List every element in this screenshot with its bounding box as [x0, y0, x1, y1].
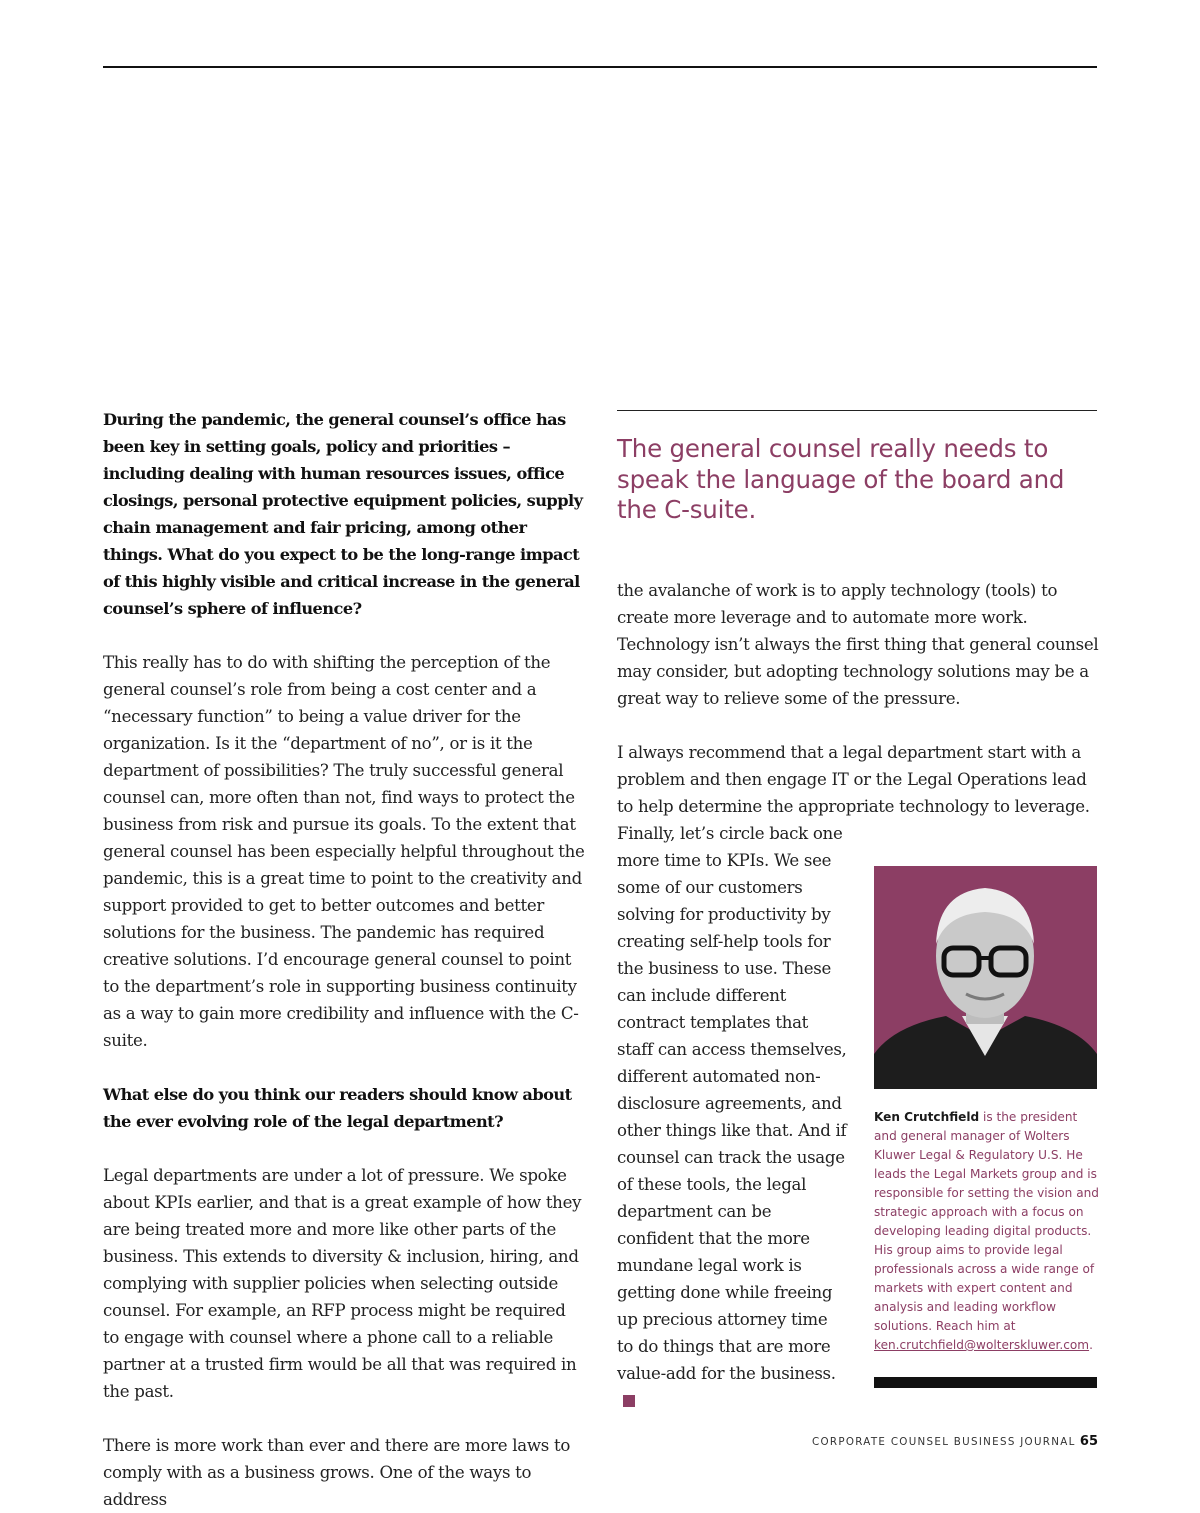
bio-bar — [874, 1377, 1097, 1388]
author-bio-end: . — [1089, 1338, 1093, 1352]
answer-2: Legal departments are under a lot of pressure. We spoke about KPIs earlier, and that is a great example of how they are being treated more and more like other parts of the business. This extends to diversity & inclusion, hiring, and complying with supplier policies when selecting outside counsel. For example, an RFP process might be required to engage with counsel where a phone call to a reliable partner at a trusted firm would be all that was required in the past. — [103, 1166, 582, 1401]
author-portrait-icon — [874, 866, 1097, 1089]
author-photo — [874, 866, 1097, 1089]
pull-quote: The general counsel really needs to speak the language of the board and the C-suite. — [617, 434, 1065, 524]
journal-name: CORPORATE COUNSEL BUSINESS JOURNAL — [812, 1436, 1076, 1448]
left-column — [103, 406, 585, 1513]
author-email-link[interactable]: ken.crutchfield@wolterskluwer.com — [874, 1338, 1090, 1352]
top-rule — [103, 66, 1097, 68]
pull-quote-rule — [617, 410, 1097, 411]
paragraph-kpis — [617, 820, 847, 1414]
question-2: What else do you think our readers should know about the ever evolving role of the legal department? — [103, 1085, 572, 1131]
end-mark-square — [623, 1395, 635, 1407]
page-footer — [812, 1434, 1098, 1450]
question-1: During the pandemic, the general counsel’s office has been key in setting goals, policy and priorities – including dealing with human resources issues, office closings, personal protective equipment policies, supply chain management and fair pricing, among other things. What do you expect to be the long-range impact of this highly visible and critical increase in the general counsel’s sphere of influence? — [103, 410, 583, 618]
author-bio-text: is the president and general manager of Wolters Kluwer Legal & Regulatory U.S. He leads the Legal Markets group and is responsible for setting the vision and strategic approach with a focus on developing leading digital products. His group aims to provide legal professionals across a wide range of markets with expert content and analysis and leading workflow solutions. Reach him at — [874, 1110, 1099, 1333]
answer-3: There is more work than ever and there are more laws to comply with as a business grows. One of the ways to address — [103, 1436, 571, 1509]
author-name: Ken Crutchfield — [874, 1110, 980, 1124]
paragraph-recommend: I always recommend that a legal department start with a problem and then engage IT or the Legal Operations lead to help determine the appropriate technology to leverage. — [617, 743, 1090, 816]
paragraph-kpis-text: Finally, let’s circle back one more time to KPIs. We see some of our customers solving for productivity by creating self-help tools for the business to use. These can include different contract templates that staff can access themselves, different automated non-disclosure agreements, and other things like that. And if counsel can track the usage of these tools, the legal department can be confident that the more mundane legal work is getting done while freeing up precious attorney time to do things that are more value-add for the business. — [617, 824, 847, 1383]
answer-1: This really has to do with shifting the perception of the general counsel’s role from being a cost center and a “necessary function” to being a value driver for the organization. Is it the “department of no”, or is it the department of possibilities? The truly successful general counsel can, more often than not, find ways to protect the business from risk and pursue its goals. To the extent that general counsel has been especially helpful throughout the pandemic, this is a great time to point to the creativity and support provided to get to better outcomes and better solutions for the business. The pandemic has required creative solutions. I’d encourage general counsel to point to the department’s role in supporting business continuity as a way to gain more credibility and influence with the C-suite. — [103, 653, 585, 1050]
paragraph-technology: the avalanche of work is to apply technology (tools) to create more leverage and to automate more work. Technology isn’t always the first thing that general counsel may consider, but adopting technology solutions may be a great way to relieve some of the pressure. — [617, 581, 1099, 708]
page-number: 65 — [1079, 1434, 1098, 1449]
author-bio — [874, 1108, 1100, 1355]
